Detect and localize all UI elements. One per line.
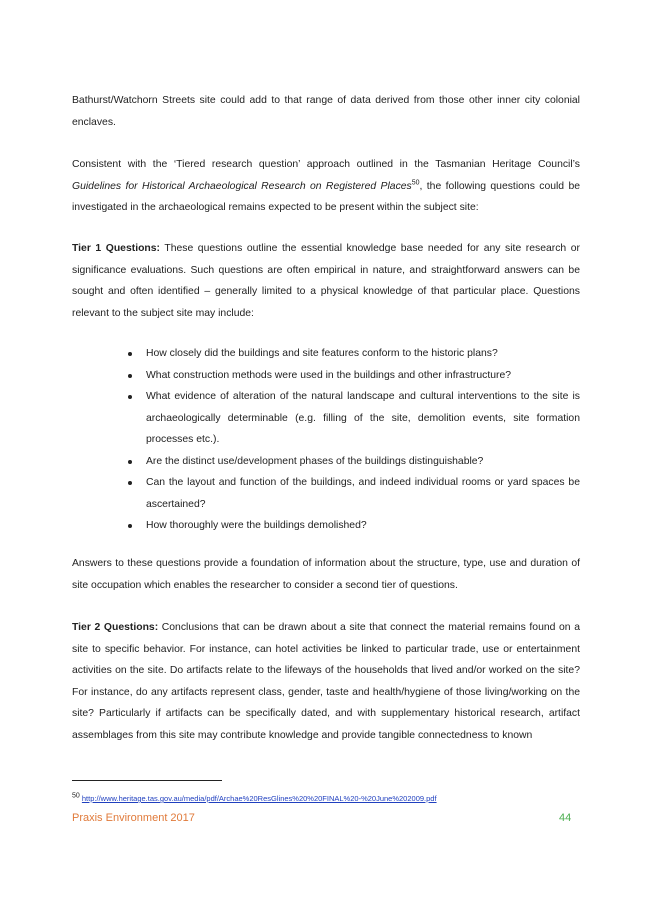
list-item <box>128 365 580 387</box>
paragraph-tier2 <box>72 617 580 746</box>
list-item-text: How closely did the buildings and site features conform to the historic plans? <box>146 348 498 359</box>
bullet-icon <box>128 352 132 356</box>
tier2-text: Conclusions that can be drawn about a site that connect the material remains found on a site to specific behavior. For instance, can hotel activities be linked to particular trade, use or entertainment activities on the site. Do artifacts relate to the lifeways of the households that lived and/or worked on the site? For instance, do any artifacts represent class, gender, taste and health/hygiene of those living/working on the site? Particularly if artifacts can be specifically dated, and with supplementary historical research, artifact assemblages from this site may contribute knowledge and provide tangible connectedness to known <box>72 622 580 741</box>
list-item <box>128 386 580 451</box>
tiered-approach-text-b: , the following questions could be investigated in the archaeological remains expected to be present within the subject site: <box>72 180 581 213</box>
footnote-link[interactable]: http://www.heritage.tas.gov.au/media/pdf/Archae%20ResGlines%20%20FINAL%20-%20June%202009.pdf <box>81 794 437 803</box>
paragraph-intro <box>72 90 580 133</box>
paragraph-tiered-approach <box>72 154 580 219</box>
list-item-text: How thoroughly were the buildings demolished? <box>146 520 367 531</box>
list-item-text: What evidence of alteration of the natural landscape and cultural interventions to the site is archaeologically determinable (e.g. filling of the site, demolition events, site formation processes etc.). <box>146 391 580 445</box>
paragraph-answers <box>72 553 580 596</box>
bullet-icon <box>128 481 132 485</box>
list-item-text: What construction methods were used in the buildings and other infrastructure? <box>146 369 512 381</box>
page-number: 44 <box>559 812 572 824</box>
tier1-text: These questions outline the essential knowledge base needed for any site research or significance evaluations. Such questions are often empirical in nature, and straightforward answers can be sought and often identified – generally limited to a physical knowledge of that particular place. Questions relevant to the subject site may include: <box>72 243 580 319</box>
tiered-approach-text-a: Consistent with the ‘Tiered research question’ approach outlined in the Tasmanian Heritage Council’s <box>72 159 580 170</box>
bullet-icon <box>128 395 132 399</box>
answers-text: Answers to these questions provide a foundation of information about the structure, type, use and duration of site occupation which enables the researcher to consider a second tier of questions. <box>72 558 580 591</box>
paragraph-intro-text: Bathurst/Watchorn Streets site could add to that range of data derived from those other inner city colonial enclaves. <box>72 95 580 128</box>
footer-company: Praxis Environment 2017 <box>72 812 195 824</box>
list-item <box>128 343 580 365</box>
bullet-icon <box>128 460 132 464</box>
list-item-text: Are the distinct use/development phases of the buildings distinguishable? <box>146 455 484 467</box>
list-item <box>128 472 580 515</box>
guidelines-title: Guidelines for Historical Archaeological Research on Registered Places <box>72 180 412 192</box>
footnote-divider <box>72 780 222 781</box>
footnote-ref-50: 50 <box>411 179 420 187</box>
footnote-number: 50 <box>72 792 80 800</box>
list-item <box>128 515 580 537</box>
bullet-icon <box>128 524 132 528</box>
tier1-question-list <box>128 343 580 537</box>
footnote <box>72 793 437 805</box>
tier1-label: Tier 1 Questions: <box>72 243 161 254</box>
tier2-label: Tier 2 Questions: <box>72 622 159 633</box>
list-item <box>128 451 580 473</box>
bullet-icon <box>128 374 132 378</box>
list-item-text: Can the layout and function of the buildings, and indeed individual rooms or yard spaces be ascertained? <box>146 477 580 510</box>
paragraph-tier1 <box>72 238 580 324</box>
